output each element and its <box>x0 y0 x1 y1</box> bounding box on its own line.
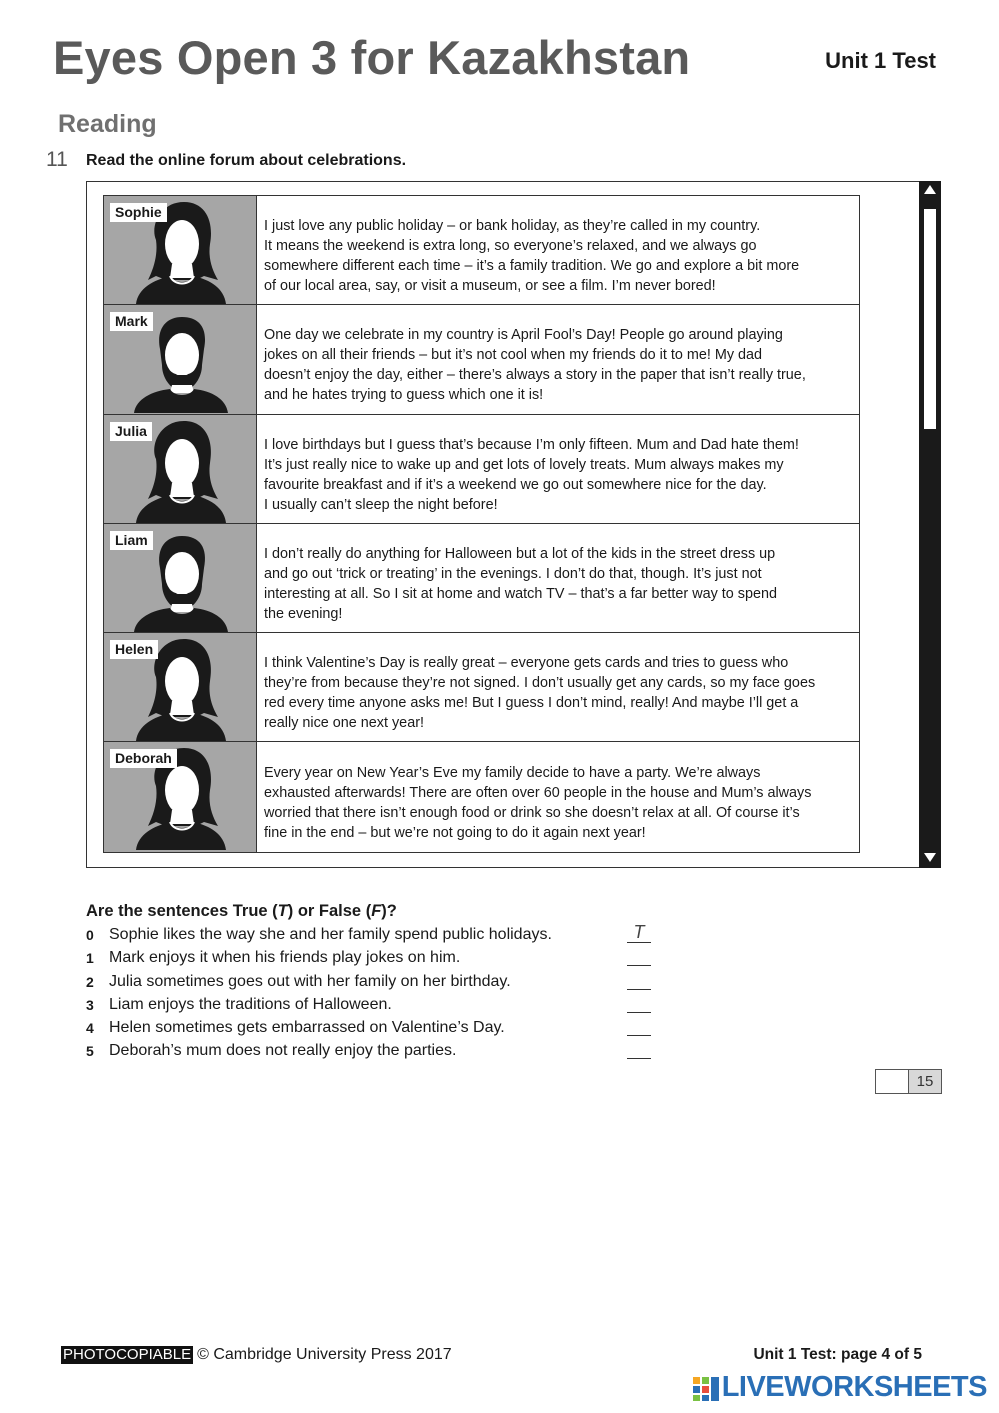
post-text-line: the evening! <box>264 606 343 623</box>
scroll-up-arrow-icon[interactable] <box>924 185 936 194</box>
item-statement: Mark enjoys it when his friends play jokes on him. <box>109 949 461 967</box>
post-text-line: I just love any public holiday – or bank holiday, as they’re called in my country. <box>264 218 761 235</box>
post-avatar <box>104 305 257 413</box>
post-body <box>257 305 859 413</box>
post-text-line: of our local area, say, or visit a museum, or see a film. I’m never bored! <box>264 278 716 295</box>
item-statement: Helen sometimes gets embarrassed on Valentine’s Day. <box>109 1019 505 1037</box>
true-false-heading: Are the sentences True (T) or False (F)? <box>86 902 397 920</box>
scroll-down-arrow-icon[interactable] <box>924 853 936 862</box>
post-text-line: exhausted afterwards! There are often over 60 people in the house and Mum’s always <box>264 785 812 802</box>
answer-blank[interactable] <box>627 993 651 1013</box>
book-title: Eyes Open 3 for Kazakhstan <box>53 31 691 84</box>
post-text-line: somewhere different each time – it’s a family tradition. We go and explore a bit more <box>264 258 800 275</box>
forum-posts <box>103 195 860 853</box>
true-false-item <box>86 922 666 948</box>
item-number: 2 <box>86 973 94 990</box>
post-author-name: Liam <box>110 531 153 550</box>
post-body <box>257 415 859 523</box>
post-text-line: red every time anyone asks me! But I guess I don’t mind, really! And maybe I’ll get a <box>264 695 799 712</box>
item-number: 4 <box>86 1020 94 1037</box>
forum-post <box>104 742 859 851</box>
post-body <box>257 742 859 851</box>
true-false-list <box>86 922 666 1065</box>
score-box <box>875 1069 942 1094</box>
true-false-item <box>86 995 666 1018</box>
forum-post <box>104 196 859 305</box>
score-total: 15 <box>909 1070 941 1093</box>
true-false-item <box>86 972 666 995</box>
post-text-line: fine in the end – but we’re not going to do it again next year! <box>264 825 646 842</box>
post-body <box>257 524 859 632</box>
answer-blank[interactable]: T <box>627 923 651 943</box>
post-text-line: and go out ‘trick or treating’ in the evenings. I don’t do that, though. It’s just not <box>264 566 762 583</box>
answer-blank[interactable] <box>627 1039 651 1059</box>
scroll-thumb[interactable] <box>923 208 937 430</box>
copyright-text: © Cambridge University Press 2017 <box>197 1346 452 1363</box>
footer-copyright <box>61 1346 452 1364</box>
liveworksheets-logo-icon <box>692 1374 720 1402</box>
post-avatar <box>104 742 257 851</box>
post-body <box>257 633 859 741</box>
liveworksheets-brand[interactable] <box>692 1371 987 1404</box>
photocopiable-badge: PHOTOCOPIABLE <box>63 1346 192 1363</box>
post-text-line: jokes on all their friends – but it’s not cool when my friends do it to me! My dad <box>264 347 763 364</box>
forum-post <box>104 305 859 414</box>
post-text-line: I love birthdays but I guess that’s because I’m only fifteen. Mum and Dad hate them! <box>264 436 799 453</box>
section-title: Reading <box>58 110 157 138</box>
post-body <box>257 196 859 304</box>
post-author-name: Helen <box>110 640 158 659</box>
post-text-line: worried that there isn’t enough food or drink so she doesn’t relax at all. Of course it’s <box>264 805 800 822</box>
forum-post <box>104 633 859 742</box>
item-statement: Julia sometimes goes out with her family on her birthday. <box>109 972 511 990</box>
score-input[interactable] <box>876 1070 909 1093</box>
answer-blank[interactable] <box>627 1016 651 1036</box>
post-text-line: favourite breakfast and if it’s a weekend we go out somewhere nice for the day. <box>264 476 767 493</box>
post-text-line: One day we celebrate in my country is April Fool’s Day! People go around playing <box>264 327 783 344</box>
post-text-line: It’s just really nice to wake up and get lots of lovely treats. Mum always makes my <box>264 456 784 473</box>
item-number: 1 <box>86 950 94 967</box>
forum-post <box>104 524 859 633</box>
post-author-name: Sophie <box>110 203 167 222</box>
post-avatar <box>104 633 257 741</box>
unit-title: Unit 1 Test <box>825 48 936 73</box>
post-text-line: I think Valentine’s Day is really great – everyone gets cards and tries to guess who <box>264 655 789 672</box>
post-text-line: I don’t really do anything for Halloween but a lot of the kids in the street dress up <box>264 546 776 563</box>
post-author-name: Deborah <box>110 749 177 768</box>
true-false-item <box>86 1018 666 1041</box>
post-text-line: Every year on New Year’s Eve my family decide to have a party. We’re always <box>264 765 761 782</box>
post-text-line: and he hates trying to guess which one it is! <box>264 387 544 404</box>
item-number: 5 <box>86 1043 94 1060</box>
answer-blank[interactable] <box>627 946 651 966</box>
post-text-line: they’re from because they’re not signed. I don’t usually get any cards, so my face goes <box>264 675 816 692</box>
item-statement: Liam enjoys the traditions of Halloween. <box>109 995 392 1013</box>
forum-scrollbar[interactable] <box>919 181 941 868</box>
question-number: 11 <box>46 148 68 171</box>
post-avatar <box>104 524 257 632</box>
post-text-line: interesting at all. So I sit at home and watch TV – that’s a far better way to spend <box>264 586 778 603</box>
question-instruction: Read the online forum about celebrations. <box>86 152 407 169</box>
answer-blank[interactable] <box>627 970 651 990</box>
post-avatar <box>104 415 257 523</box>
post-text-line: really nice one next year! <box>264 715 424 732</box>
post-avatar <box>104 196 257 304</box>
forum-panel <box>86 181 941 868</box>
post-author-name: Julia <box>110 422 152 441</box>
post-text-line: doesn’t enjoy the day, either – there’s always a story in the paper that isn’t really true, <box>264 367 806 384</box>
true-false-item <box>86 1041 666 1064</box>
item-number: 0 <box>86 927 94 943</box>
liveworksheets-wordmark: LIVEWORKSHEETS <box>721 1371 987 1403</box>
forum-post <box>104 415 859 524</box>
item-number: 3 <box>86 996 94 1013</box>
post-text-line: I usually can’t sleep the night before! <box>264 496 498 513</box>
post-author-name: Mark <box>110 312 153 331</box>
item-statement: Deborah’s mum does not really enjoy the parties. <box>109 1042 457 1060</box>
true-false-item <box>86 948 666 971</box>
item-statement: Sophie likes the way she and her family spend public holidays. <box>109 926 552 943</box>
page-label: Unit 1 Test: page 4 of 5 <box>753 1346 922 1363</box>
post-text-line: It means the weekend is extra long, so everyone’s relaxed, and we always go <box>264 238 757 255</box>
